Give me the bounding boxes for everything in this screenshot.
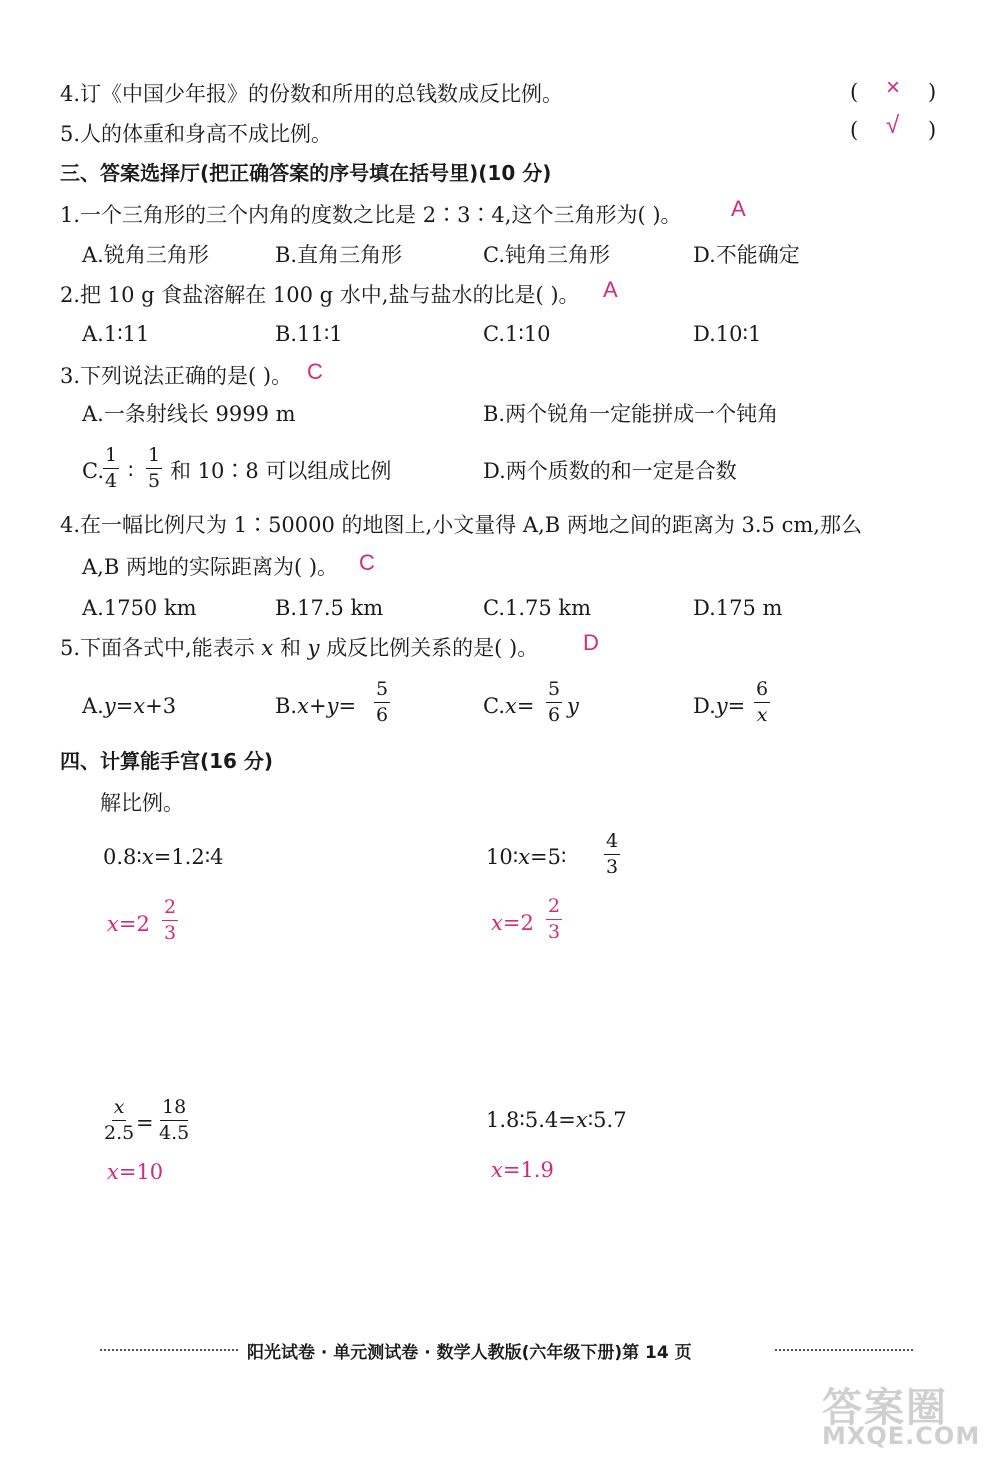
s3-q3-option-c-fraction2 <box>146 446 162 491</box>
fraction-numerator <box>112 1098 127 1121</box>
s3-q5-option-d-fraction <box>754 680 770 725</box>
s3-q5-var-x: x <box>261 636 274 660</box>
s3-q1-answer: A <box>731 196 746 221</box>
s3-q4-option-b: B.17.5 km <box>275 596 384 620</box>
var-y: y <box>715 694 728 718</box>
s3-q4-stem-line1: 4.在一幅比例尺为 1∶50000 的地图上,小文量得 A,B 两地之间的距离为 3.5 cm,那么 <box>60 513 862 537</box>
var-y: y <box>103 694 116 718</box>
s3-q1-option-a: A.锐角三角形 <box>82 243 209 267</box>
fraction-denominator: 3 <box>164 922 177 944</box>
equals-sign: = <box>115 694 134 718</box>
fraction-numerator: 4 <box>604 832 620 855</box>
judge-q5-answer: √ <box>886 112 900 139</box>
equals-sign: = <box>727 694 746 718</box>
s3-q2-option-a: A.1∶11 <box>82 322 150 346</box>
s3-q3-answer: C <box>307 359 323 384</box>
section4-title: 四、计算能手宫(16 分) <box>60 749 274 773</box>
option-label: D. <box>693 694 716 718</box>
answer-value: =2 <box>502 911 534 935</box>
expr-left: 10∶ <box>486 845 519 869</box>
var-x: x <box>518 845 531 869</box>
s3-q2-option-c: C.1∶10 <box>483 322 551 346</box>
expr-rest: +3 <box>145 694 177 718</box>
fraction-denominator: 6 <box>376 704 389 726</box>
s4-p1-answer <box>107 914 150 935</box>
fraction-numerator: 18 <box>160 1098 188 1121</box>
section4-instruction: 解比例。 <box>100 791 184 815</box>
option-label: C. <box>483 694 505 718</box>
s4-p3-right-fraction <box>157 1098 191 1143</box>
s3-q3-option-c-text: 和 10∶8 可以组成比例 <box>170 459 392 483</box>
judge-q4-close-paren: ) <box>928 80 937 104</box>
s3-q3-option-c-colon: ∶ <box>128 459 134 483</box>
fraction-denominator: 6 <box>548 704 561 726</box>
s3-q5-option-a <box>82 696 176 717</box>
watermark-url: MXQE.COM <box>822 1422 981 1450</box>
s3-q4-option-d: D.175 m <box>693 596 783 620</box>
option-label: B. <box>275 694 298 718</box>
expr-right: =1.2∶4 <box>153 845 224 869</box>
fraction-numerator: 5 <box>546 680 562 703</box>
section3-title: 三、答案选择厅(把正确答案的序号填在括号里)(10 分) <box>60 161 552 185</box>
answer-value: =10 <box>118 1160 164 1184</box>
fraction-denominator: 4 <box>105 470 118 492</box>
watermark-logo: 答案圈 <box>822 1385 948 1431</box>
s4-p3-answer <box>107 1162 163 1183</box>
var-x: x <box>505 694 517 718</box>
fraction-denominator: 5 <box>148 470 161 492</box>
s4-p3-equals: = <box>136 1111 154 1135</box>
answer-value: =2 <box>118 912 150 936</box>
var-y: y <box>567 694 579 718</box>
expr-left: 0.8∶ <box>103 845 142 869</box>
s4-p1-answer-fraction <box>162 898 178 943</box>
s3-q4-answer: C <box>359 550 375 575</box>
s3-q1-option-d: D.不能确定 <box>693 243 800 267</box>
s3-q2-stem: 2.把 10 g 食盐溶解在 100 g 水中,盐与盐水的比是( )。 <box>60 283 580 307</box>
footer-dotted-rule-left <box>100 1349 238 1351</box>
s3-q2-answer: A <box>603 277 618 302</box>
var-x: x <box>107 912 119 936</box>
s3-q5-stem-part3: 成反比例关系的是( )。 <box>326 636 539 660</box>
var-x: x <box>756 704 768 726</box>
var-x: x <box>107 1160 119 1184</box>
judge-q5-open-paren: ( <box>850 118 859 142</box>
judge-q4-answer: × <box>886 74 901 101</box>
s3-q1-option-c: C.钝角三角形 <box>483 243 610 267</box>
s4-p4-answer <box>491 1160 554 1181</box>
expr-right: =5∶ <box>530 845 567 869</box>
s3-q4-stem-line2: A,B 两地的实际距离为( )。 <box>82 555 339 579</box>
fraction-denominator <box>755 703 770 725</box>
plus-sign: + <box>308 694 327 718</box>
footer-text: 阳光试卷 · 单元测试卷 · 数学人教版(六年级下册)第 14 页 <box>247 1343 692 1363</box>
s4-p3-left-fraction <box>102 1098 136 1143</box>
s3-q5-stem-part1: 5.下面各式中,能表示 <box>60 636 255 660</box>
equals-sign: = <box>338 694 357 718</box>
s3-q5-option-b <box>275 696 356 717</box>
fraction-denominator: 4.5 <box>159 1122 190 1144</box>
expr-left: 1.8∶5.4= <box>486 1108 576 1132</box>
var-y: y <box>326 694 339 718</box>
s3-q5-answer: D <box>583 630 599 655</box>
s4-p4-equation <box>486 1110 627 1131</box>
judge-q4-open-paren: ( <box>850 80 859 104</box>
s4-p2-equation <box>486 847 566 868</box>
equals-sign: = <box>516 694 535 718</box>
s3-q3-option-a: A.一条射线长 9999 m <box>82 402 296 426</box>
fraction-numerator: 2 <box>546 897 562 920</box>
s3-q5-stem <box>60 638 538 659</box>
fraction-numerator: 1 <box>103 446 119 469</box>
s3-q5-option-c <box>483 696 534 717</box>
s3-q5-option-c-var-y <box>567 696 579 717</box>
s3-q5-var-y: y <box>307 636 320 660</box>
s3-q1-stem: 1.一个三角形的三个内角的度数之比是 2∶3∶4,这个三角形为( )。 <box>60 203 682 227</box>
answer-value: =1.9 <box>502 1158 554 1182</box>
judge-q4-text: 4.订《中国少年报》的份数和所用的总钱数成反比例。 <box>60 82 564 106</box>
s3-q1-option-b: B.直角三角形 <box>275 243 403 267</box>
fraction-denominator: 2.5 <box>104 1122 135 1144</box>
var-x: x <box>133 694 146 718</box>
var-x: x <box>297 694 309 718</box>
s3-q5-option-d <box>693 696 745 717</box>
s4-p2-answer-fraction <box>546 897 562 942</box>
s3-q3-stem: 3.下列说法正确的是( )。 <box>60 364 293 388</box>
s4-p2-answer <box>491 913 534 934</box>
s3-q5-option-c-fraction <box>546 680 562 725</box>
s3-q5-option-b-fraction <box>374 680 390 725</box>
fraction-denominator: 3 <box>606 856 619 878</box>
s4-p2-fraction <box>604 832 620 877</box>
option-label: A. <box>82 694 104 718</box>
s3-q3-option-d: D.两个质数的和一定是合数 <box>483 459 737 483</box>
fraction-numerator: 6 <box>754 680 770 703</box>
var-x: x <box>141 845 154 869</box>
judge-q5-text: 5.人的体重和身高不成比例。 <box>60 122 333 146</box>
s3-q5-stem-part2: 和 <box>279 636 301 660</box>
var-x: x <box>113 1096 125 1118</box>
s3-q3-option-b: B.两个锐角一定能拼成一个钝角 <box>483 402 779 426</box>
expr-right: ∶5.7 <box>587 1108 627 1132</box>
var-x: x <box>575 1108 588 1132</box>
s3-q3-option-c-fraction1 <box>103 446 119 491</box>
fraction-numerator: 5 <box>374 680 390 703</box>
s3-q3-option-c-label: C. <box>82 459 104 483</box>
s4-p1-equation <box>103 847 224 868</box>
footer-dotted-rule-right <box>775 1349 913 1351</box>
s3-q2-option-d: D.10∶1 <box>693 322 762 346</box>
var-x: x <box>491 1158 503 1182</box>
fraction-numerator: 2 <box>162 898 178 921</box>
judge-q5-close-paren: ) <box>928 118 937 142</box>
fraction-numerator: 1 <box>146 446 162 469</box>
s3-q4-option-c: C.1.75 km <box>483 596 592 620</box>
var-x: x <box>491 911 503 935</box>
s3-q2-option-b: B.11∶1 <box>275 322 343 346</box>
fraction-denominator: 3 <box>548 921 561 943</box>
s3-q4-option-a: A.1750 km <box>82 596 197 620</box>
